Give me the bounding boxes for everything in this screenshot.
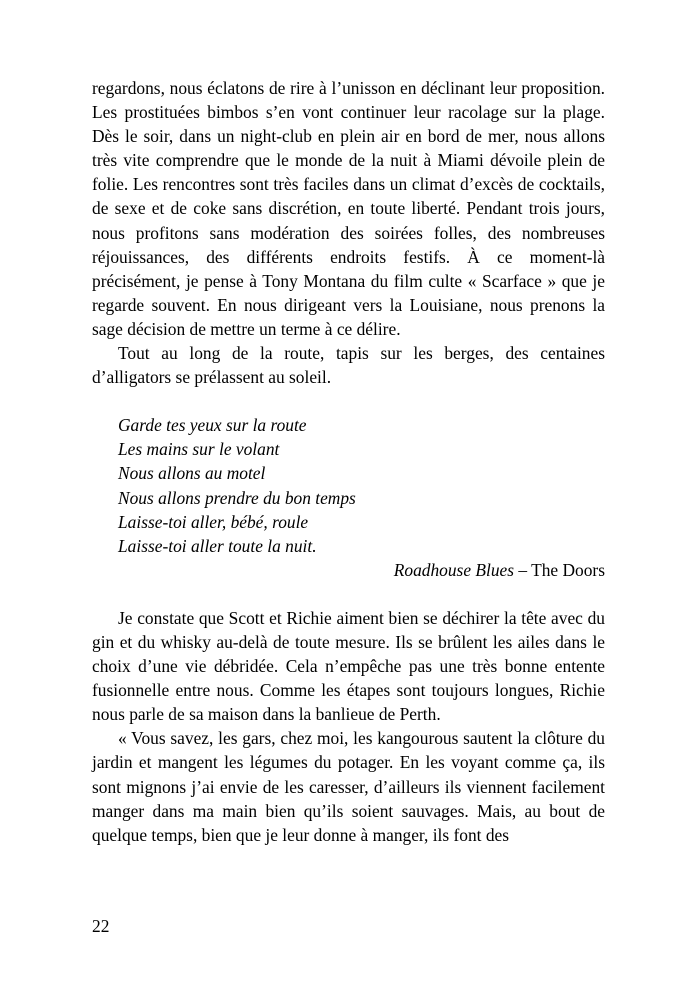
book-page: [92, 76, 605, 847]
song-title: Roadhouse Blues: [393, 559, 515, 580]
song-artist: The Doors: [531, 559, 605, 580]
paragraph-continuation: regardons, nous éclatons de rire à l’unisson en déclinant leur proposition. Les prostituées bimbos s’en vont continuer leur racolage sur la plage. Dès le soir, dans un night-club en plein air en bord de mer, nous allons très vite comprendre que le monde de la nuit à Miami dévoile plein de folie. Les rencontres sont très faciles dans un climat d’excès de cocktails, de sexe et de coke sans discrétion, en toute liberté. Pendant trois jours, nous profitons sans modération des soirées folles, des nombreuses réjouissances, des différents endroits festifs. À ce moment-là précisément, je pense à Tony Montana du film culte « Scarface » que je regarde souvent. En nous dirigeant vers la Louisiane, nous prenons la sage décision de mettre un terme à ce délire.: [92, 78, 605, 339]
lyric-line: Garde tes yeux sur la route: [118, 415, 307, 436]
lyric-line: Laisse-toi aller, bébé, roule: [118, 511, 309, 532]
lyric-line: Les mains sur le volant: [118, 439, 280, 460]
paragraph-kangaroos: « Vous savez, les gars, chez moi, les kangourous sautent la clôture du jardin et mangent les légumes du potager. En les voyant comme ça, ils sont mignons j’ai envie de les caresser, d’ailleurs ils viennent facilement manger dans ma main bien qu’ils soient sauvages. Mais, au bout de quelque temps, bien que je leur donne à manger, ils font des: [92, 728, 605, 845]
page-number: 22: [92, 916, 110, 936]
paragraph-alligators: Tout au long de la route, tapis sur les berges, des centaines d’alligators se prélassent au soleil.: [92, 343, 605, 388]
song-lyrics: [118, 413, 605, 558]
lyric-line: Nous allons prendre du bon temps: [118, 487, 356, 508]
lyric-line: Laisse-toi aller toute la nuit.: [118, 535, 317, 556]
lyric-line: Nous allons au motel: [118, 463, 266, 484]
song-attribution: [92, 558, 605, 582]
paragraph-scott-richie: Je constate que Scott et Richie aiment bien se déchirer la tête avec du gin et du whisky au-delà de toute mesure. Ils se brûlent les ailes dans le choix d’une vie débridée. Cela n’empêche pas une très bonne entente fusionnelle entre nous. Comme les étapes sont toujours longues, Richie nous parle de sa maison dans la banlieue de Perth.: [92, 607, 605, 725]
attribution-separator: –: [514, 559, 532, 580]
